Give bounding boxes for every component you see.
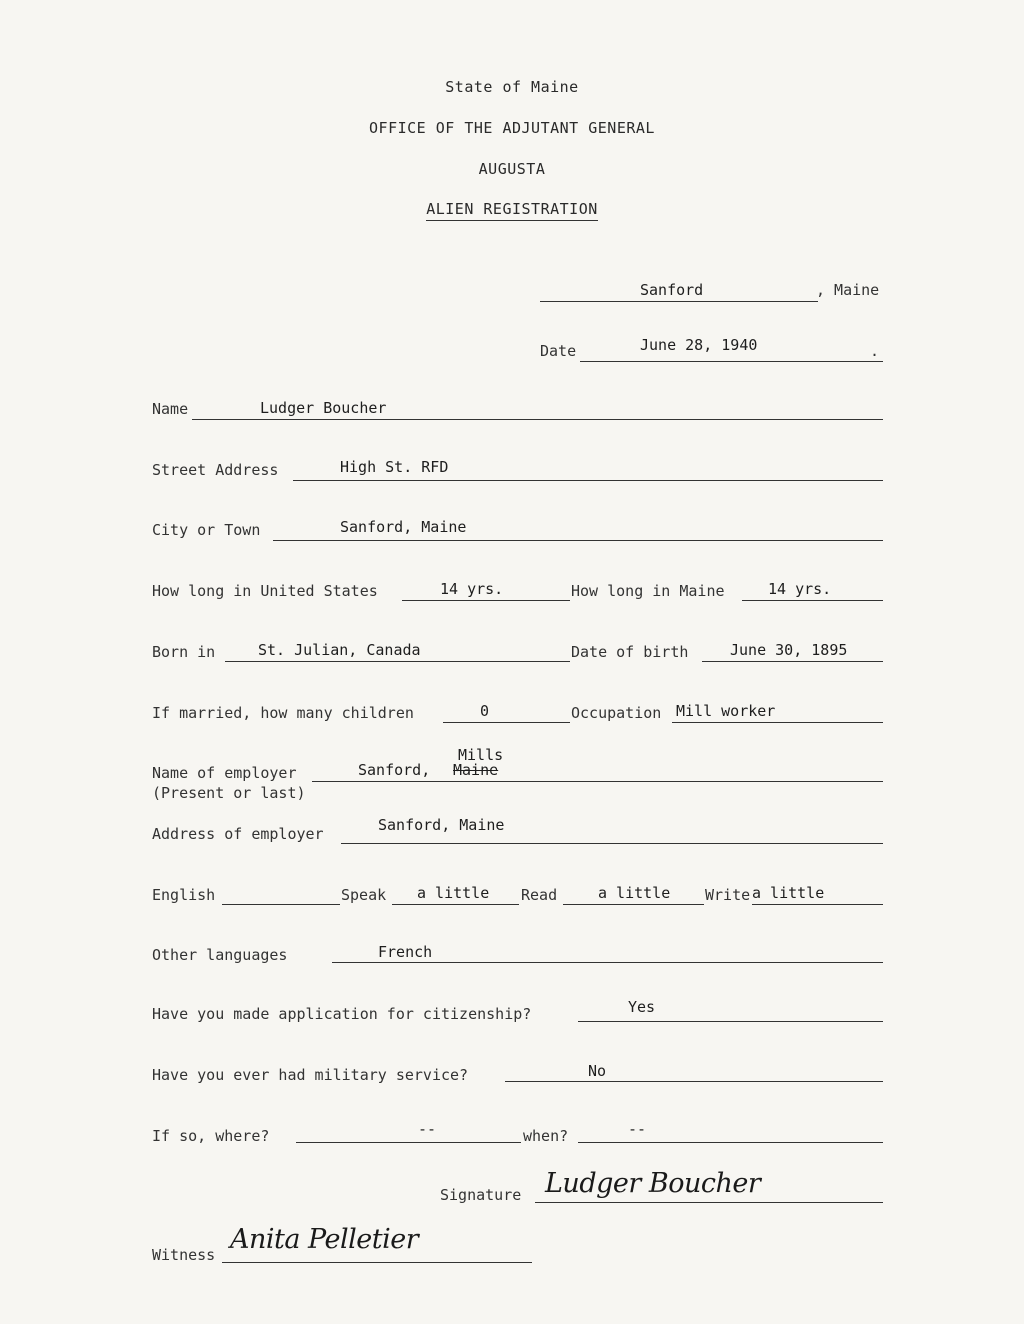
military-value: No [588,1062,607,1080]
citizenship-value: Yes [628,998,656,1016]
city-value: Sanford, Maine [340,518,467,536]
citizenship-line [578,1021,883,1022]
speak-value: a little [417,884,490,902]
how-long-maine-label: How long in Maine [571,582,725,600]
write-value: a little [752,884,825,902]
citizenship-label: Have you made application for citizenship? [152,1005,532,1023]
form-title-text: ALIEN REGISTRATION [426,200,598,221]
employer-address-line [341,843,883,844]
date-line [580,361,883,362]
how-long-us-value: 14 yrs. [440,580,504,598]
other-languages-label: Other languages [152,946,288,964]
employer-name-correction: Mills [458,746,504,764]
how-long-us-line [402,600,570,601]
header-state: State of Maine [445,78,579,96]
children-line [443,722,570,723]
date-period: . [870,342,880,360]
header-city: AUGUSTA [478,160,546,178]
speak-label: Speak [341,886,387,904]
signature-label: Signature [440,1186,522,1204]
speak-line [392,904,519,905]
where-value: -- [418,1120,437,1138]
when-line [578,1142,883,1143]
military-line [505,1081,883,1082]
street-address-value: High St. RFD [340,458,449,476]
signature-line [535,1202,883,1203]
witness-handwriting: Anita Pelletier [230,1224,419,1255]
name-value: Ludger Boucher [260,399,387,417]
street-address-label: Street Address [152,461,279,479]
how-long-us-label: How long in United States [152,582,378,600]
read-line [563,904,704,905]
signature-handwriting: Ludger Boucher [545,1168,761,1199]
location-town: Sanford [640,281,704,299]
where-line [296,1142,521,1143]
street-address-line [293,480,883,481]
date-value: June 28, 1940 [640,336,758,354]
employer-name-value: Sanford, [358,761,431,779]
other-languages-value: French [378,943,433,961]
write-line [752,904,883,905]
date-of-birth-value: June 30, 1895 [730,641,848,659]
employer-name-struck: Maine [453,761,499,779]
employer-address-value: Sanford, Maine [378,816,505,834]
where-label: If so, where? [152,1127,270,1145]
occupation-label: Occupation [571,704,662,722]
city-line [273,540,883,541]
born-in-line [225,661,570,662]
how-long-maine-line [742,600,883,601]
write-label: Write [705,886,751,904]
military-label: Have you ever had military service? [152,1066,469,1084]
date-label: Date [540,342,577,360]
read-value: a little [598,884,671,902]
header-office: OFFICE OF THE ADJUTANT GENERAL [369,119,655,137]
employer-name-sublabel: (Present or last) [152,784,306,802]
name-line [192,419,883,420]
date-of-birth-line [702,661,883,662]
employer-address-label: Address of employer [152,825,324,843]
employer-name-line [312,781,883,782]
witness-label: Witness [152,1246,216,1264]
form-title [0,200,1024,218]
english-line [222,904,340,905]
employer-name-label: Name of employer [152,764,297,782]
children-label: If married, how many children [152,704,414,722]
when-value: -- [628,1120,647,1138]
city-label: City or Town [152,521,261,539]
location-state: , Maine [816,281,880,299]
how-long-maine-value: 14 yrs. [768,580,832,598]
english-label: English [152,886,216,904]
witness-line [222,1262,532,1263]
occupation-value: Mill worker [676,702,776,720]
read-label: Read [521,886,558,904]
date-of-birth-label: Date of birth [571,643,689,661]
when-label: when? [523,1127,569,1145]
born-in-value: St. Julian, Canada [258,641,421,659]
location-line [540,301,818,302]
other-languages-line [332,962,883,963]
name-label: Name [152,400,189,418]
occupation-line [672,722,883,723]
children-value: 0 [480,702,490,720]
born-in-label: Born in [152,643,216,661]
